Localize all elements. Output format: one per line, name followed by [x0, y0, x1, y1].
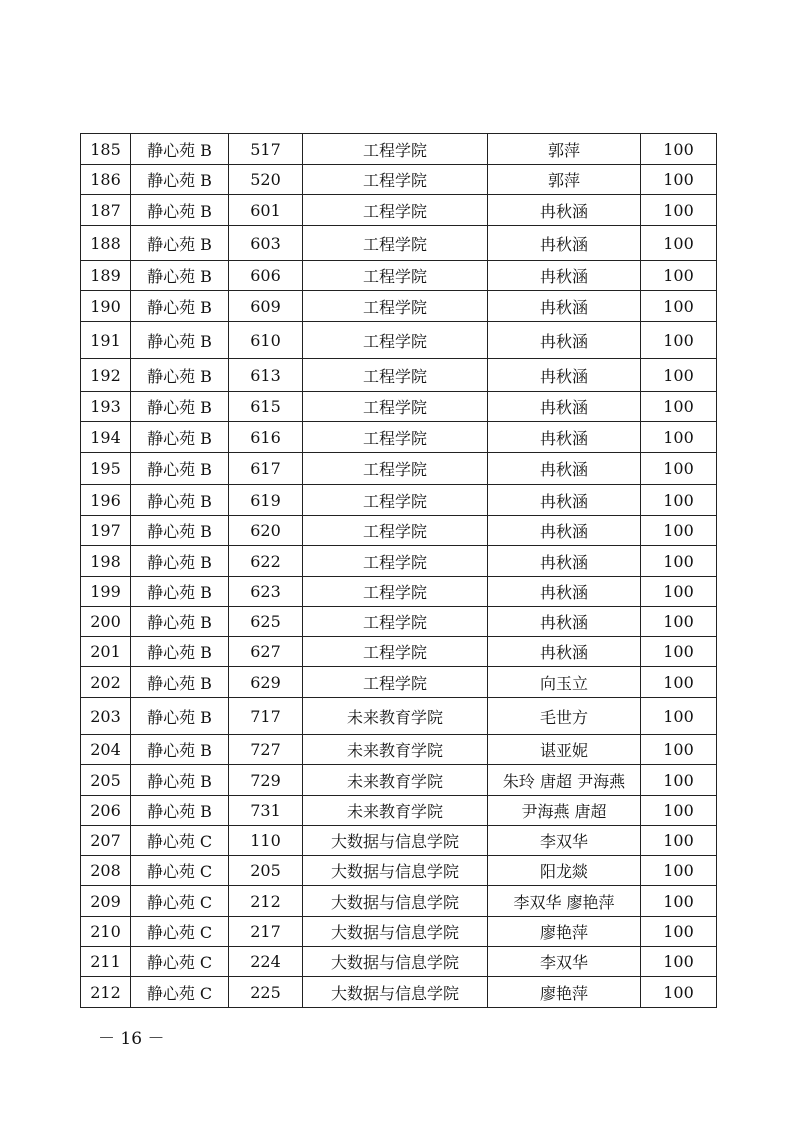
score-cell: 100 [641, 886, 717, 917]
building-cell: 静心苑 B [131, 261, 229, 291]
advisor-cell: 冉秋涵 [488, 392, 641, 422]
score-cell: 100 [641, 735, 717, 765]
advisor-cell: 李双华 廖艳萍 [488, 886, 641, 917]
college-cell: 工程学院 [303, 637, 488, 667]
building-cell: 静心苑 C [131, 826, 229, 856]
table-row [81, 667, 717, 698]
room-number-cell: 601 [229, 195, 303, 226]
table-row [81, 195, 717, 226]
score-cell: 100 [641, 195, 717, 226]
advisor-cell: 冉秋涵 [488, 422, 641, 453]
table-row [81, 359, 717, 392]
college-cell: 工程学院 [303, 195, 488, 226]
table-row [81, 134, 717, 165]
score-cell: 100 [641, 359, 717, 392]
room-number-cell: 224 [229, 947, 303, 977]
row-number: 211 [81, 947, 131, 977]
room-number-cell: 622 [229, 546, 303, 577]
table-row [81, 977, 717, 1008]
score-cell: 100 [641, 226, 717, 261]
college-cell: 大数据与信息学院 [303, 947, 488, 977]
table-row [81, 856, 717, 886]
room-number-cell: 615 [229, 392, 303, 422]
college-cell: 工程学院 [303, 392, 488, 422]
building-cell: 静心苑 B [131, 516, 229, 546]
advisor-cell: 廖艳萍 [488, 977, 641, 1008]
advisor-cell: 冉秋涵 [488, 195, 641, 226]
score-cell: 100 [641, 322, 717, 359]
advisor-cell: 尹海燕 唐超 [488, 796, 641, 826]
advisor-cell: 郭萍 [488, 165, 641, 195]
college-cell: 工程学院 [303, 322, 488, 359]
row-number: 209 [81, 886, 131, 917]
building-cell: 静心苑 C [131, 856, 229, 886]
building-cell: 静心苑 B [131, 291, 229, 322]
table-row [81, 485, 717, 516]
score-cell: 100 [641, 765, 717, 796]
table-row [81, 607, 717, 637]
advisor-cell: 朱玲 唐超 尹海燕 [488, 765, 641, 796]
building-cell: 静心苑 B [131, 796, 229, 826]
dormitory-score-table [80, 133, 717, 1008]
room-number-cell: 727 [229, 735, 303, 765]
room-number-cell: 625 [229, 607, 303, 637]
row-number: 185 [81, 134, 131, 165]
score-cell: 100 [641, 607, 717, 637]
room-number-cell: 205 [229, 856, 303, 886]
room-number-cell: 217 [229, 917, 303, 947]
building-cell: 静心苑 B [131, 637, 229, 667]
score-cell: 100 [641, 826, 717, 856]
building-cell: 静心苑 B [131, 322, 229, 359]
advisor-cell: 冉秋涵 [488, 226, 641, 261]
building-cell: 静心苑 B [131, 134, 229, 165]
table-row [81, 826, 717, 856]
score-cell: 100 [641, 165, 717, 195]
row-number: 205 [81, 765, 131, 796]
advisor-cell: 廖艳萍 [488, 917, 641, 947]
row-number: 212 [81, 977, 131, 1008]
college-cell: 工程学院 [303, 165, 488, 195]
row-number: 208 [81, 856, 131, 886]
college-cell: 工程学院 [303, 226, 488, 261]
score-cell: 100 [641, 134, 717, 165]
row-number: 198 [81, 546, 131, 577]
college-cell: 未来教育学院 [303, 765, 488, 796]
building-cell: 静心苑 B [131, 698, 229, 735]
table-row [81, 637, 717, 667]
table-row [81, 886, 717, 917]
building-cell: 静心苑 B [131, 165, 229, 195]
building-cell: 静心苑 B [131, 577, 229, 607]
building-cell: 静心苑 B [131, 735, 229, 765]
college-cell: 工程学院 [303, 359, 488, 392]
college-cell: 工程学院 [303, 134, 488, 165]
row-number: 192 [81, 359, 131, 392]
table-row [81, 698, 717, 735]
table-row [81, 453, 717, 485]
score-cell: 100 [641, 516, 717, 546]
college-cell: 工程学院 [303, 485, 488, 516]
score-cell: 100 [641, 291, 717, 322]
row-number: 186 [81, 165, 131, 195]
advisor-cell: 李双华 [488, 947, 641, 977]
row-number: 194 [81, 422, 131, 453]
room-number-cell: 110 [229, 826, 303, 856]
college-cell: 工程学院 [303, 577, 488, 607]
advisor-cell: 冉秋涵 [488, 453, 641, 485]
building-cell: 静心苑 C [131, 947, 229, 977]
score-cell: 100 [641, 947, 717, 977]
row-number: 190 [81, 291, 131, 322]
room-number-cell: 717 [229, 698, 303, 735]
room-number-cell: 619 [229, 485, 303, 516]
score-cell: 100 [641, 917, 717, 947]
row-number: 191 [81, 322, 131, 359]
college-cell: 大数据与信息学院 [303, 886, 488, 917]
table-row [81, 765, 717, 796]
building-cell: 静心苑 B [131, 453, 229, 485]
college-cell: 工程学院 [303, 607, 488, 637]
building-cell: 静心苑 C [131, 917, 229, 947]
building-cell: 静心苑 B [131, 485, 229, 516]
advisor-cell: 冉秋涵 [488, 485, 641, 516]
advisor-cell: 向玉立 [488, 667, 641, 698]
building-cell: 静心苑 B [131, 607, 229, 637]
room-number-cell: 520 [229, 165, 303, 195]
advisor-cell: 冉秋涵 [488, 261, 641, 291]
page-number: － 16 － [98, 1029, 165, 1049]
score-cell: 100 [641, 453, 717, 485]
table-row [81, 917, 717, 947]
advisor-cell: 冉秋涵 [488, 322, 641, 359]
table-row [81, 947, 717, 977]
score-cell: 100 [641, 546, 717, 577]
building-cell: 静心苑 B [131, 765, 229, 796]
score-cell: 100 [641, 796, 717, 826]
advisor-cell: 阳龙燚 [488, 856, 641, 886]
row-number: 196 [81, 485, 131, 516]
college-cell: 工程学院 [303, 453, 488, 485]
table-row [81, 422, 717, 453]
college-cell: 工程学院 [303, 422, 488, 453]
building-cell: 静心苑 B [131, 392, 229, 422]
advisor-cell: 冉秋涵 [488, 607, 641, 637]
room-number-cell: 729 [229, 765, 303, 796]
advisor-cell: 冉秋涵 [488, 359, 641, 392]
room-number-cell: 212 [229, 886, 303, 917]
table-row [81, 165, 717, 195]
advisor-cell: 冉秋涵 [488, 637, 641, 667]
table-row [81, 796, 717, 826]
room-number-cell: 225 [229, 977, 303, 1008]
advisor-cell: 毛世方 [488, 698, 641, 735]
room-number-cell: 731 [229, 796, 303, 826]
score-cell: 100 [641, 392, 717, 422]
building-cell: 静心苑 B [131, 422, 229, 453]
score-cell: 100 [641, 698, 717, 735]
room-number-cell: 613 [229, 359, 303, 392]
row-number: 199 [81, 577, 131, 607]
row-number: 201 [81, 637, 131, 667]
college-cell: 未来教育学院 [303, 796, 488, 826]
building-cell: 静心苑 C [131, 886, 229, 917]
college-cell: 大数据与信息学院 [303, 917, 488, 947]
row-number: 187 [81, 195, 131, 226]
score-cell: 100 [641, 667, 717, 698]
room-number-cell: 603 [229, 226, 303, 261]
table-row [81, 516, 717, 546]
room-number-cell: 616 [229, 422, 303, 453]
building-cell: 静心苑 B [131, 546, 229, 577]
score-cell: 100 [641, 637, 717, 667]
table-row [81, 226, 717, 261]
row-number: 202 [81, 667, 131, 698]
row-number: 210 [81, 917, 131, 947]
college-cell: 大数据与信息学院 [303, 856, 488, 886]
room-number-cell: 609 [229, 291, 303, 322]
college-cell: 工程学院 [303, 546, 488, 577]
row-number: 189 [81, 261, 131, 291]
score-cell: 100 [641, 422, 717, 453]
row-number: 195 [81, 453, 131, 485]
score-cell: 100 [641, 485, 717, 516]
table-row [81, 735, 717, 765]
score-cell: 100 [641, 856, 717, 886]
college-cell: 工程学院 [303, 291, 488, 322]
room-number-cell: 629 [229, 667, 303, 698]
building-cell: 静心苑 B [131, 667, 229, 698]
college-cell: 工程学院 [303, 516, 488, 546]
table-row [81, 577, 717, 607]
table-row [81, 261, 717, 291]
advisor-cell: 冉秋涵 [488, 516, 641, 546]
college-cell: 未来教育学院 [303, 735, 488, 765]
building-cell: 静心苑 B [131, 359, 229, 392]
row-number: 206 [81, 796, 131, 826]
building-cell: 静心苑 C [131, 977, 229, 1008]
advisor-cell: 郭萍 [488, 134, 641, 165]
row-number: 188 [81, 226, 131, 261]
room-number-cell: 620 [229, 516, 303, 546]
advisor-cell: 冉秋涵 [488, 546, 641, 577]
table-row [81, 291, 717, 322]
score-cell: 100 [641, 261, 717, 291]
room-number-cell: 627 [229, 637, 303, 667]
college-cell: 工程学院 [303, 261, 488, 291]
building-cell: 静心苑 B [131, 226, 229, 261]
advisor-cell: 李双华 [488, 826, 641, 856]
college-cell: 大数据与信息学院 [303, 826, 488, 856]
advisor-cell: 冉秋涵 [488, 577, 641, 607]
row-number: 197 [81, 516, 131, 546]
score-cell: 100 [641, 577, 717, 607]
room-number-cell: 606 [229, 261, 303, 291]
room-number-cell: 617 [229, 453, 303, 485]
table-row [81, 322, 717, 359]
room-number-cell: 517 [229, 134, 303, 165]
score-cell: 100 [641, 977, 717, 1008]
table-row [81, 392, 717, 422]
room-number-cell: 610 [229, 322, 303, 359]
college-cell: 大数据与信息学院 [303, 977, 488, 1008]
row-number: 203 [81, 698, 131, 735]
college-cell: 未来教育学院 [303, 698, 488, 735]
row-number: 200 [81, 607, 131, 637]
college-cell: 工程学院 [303, 667, 488, 698]
table-row [81, 546, 717, 577]
table-body [81, 134, 717, 1008]
row-number: 193 [81, 392, 131, 422]
advisor-cell: 冉秋涵 [488, 291, 641, 322]
room-number-cell: 623 [229, 577, 303, 607]
row-number: 204 [81, 735, 131, 765]
row-number: 207 [81, 826, 131, 856]
advisor-cell: 谌亚妮 [488, 735, 641, 765]
building-cell: 静心苑 B [131, 195, 229, 226]
